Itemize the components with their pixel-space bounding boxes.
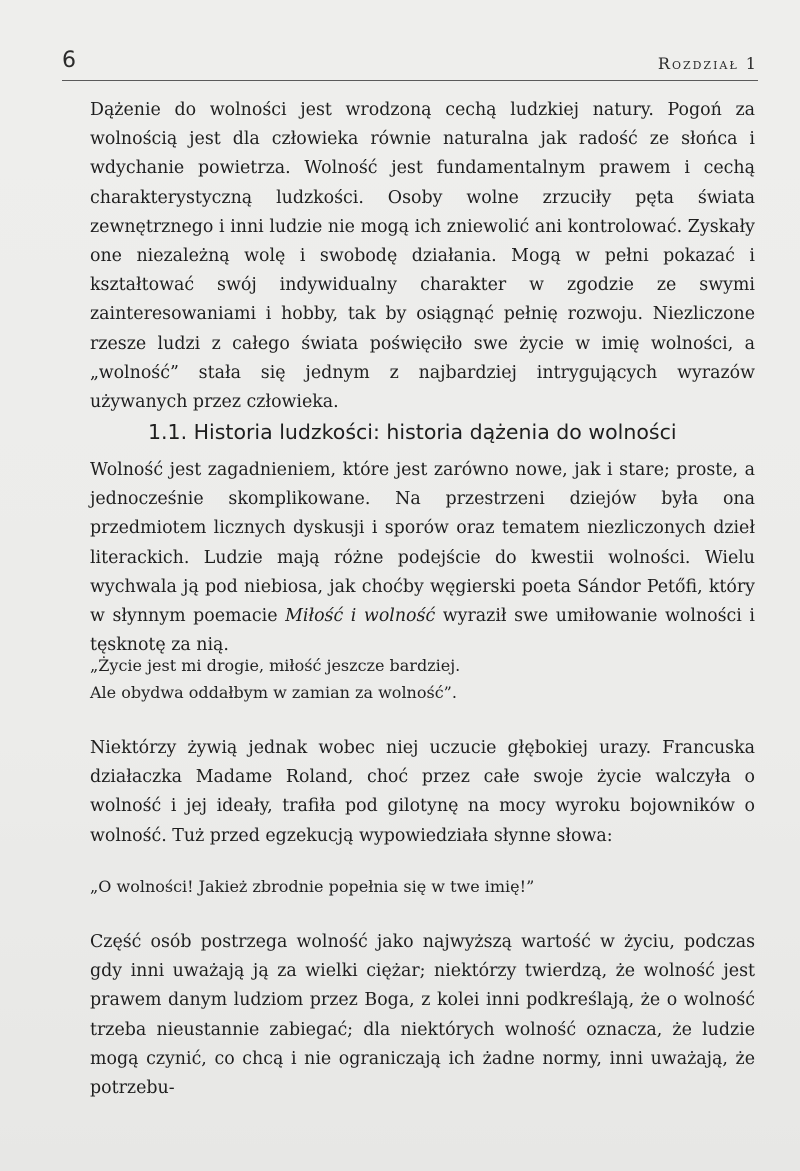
- page-number: 6: [62, 48, 76, 73]
- roland-paragraph-block: [90, 734, 755, 851]
- poem-title: Miłość i wolność: [285, 606, 436, 627]
- history-paragraph-text-end: wyraził swe umiłowanie wolności i tęsknotę za nią.: [90, 606, 755, 656]
- petofi-quote: [90, 652, 730, 706]
- intro-paragraph: Dążenie do wolności jest wrodzoną cechą ludzkiej natury. Pogoń za wolnością jest dla człowieka równie naturalna jak radość ze słońca i wdychanie powietrza. Wolność jest fundamentalnym prawem i cechą charakterystyczną ludzkości. Osoby wolne zrzuciły pęta świata zewnętrznego i inni ludzie nie mogą ich zniewolić ani kontrolować. Zyskały one niezależną wolę i swobodę działania. Mogą w pełni pokazać i kształtować swój indywidualny charakter w zgodzie ze swymi zainteresowaniami i hobby, tak by osiągnąć pełnię rozwoju. Niezliczone rzesze ludzi z całego świata poświęciło swe życie w imię wolności, a „wolność” stała się jednym z najbardziej intrygujących wyrazów używanych przez człowieka.: [90, 100, 755, 413]
- closing-paragraph-block: [90, 928, 755, 1103]
- quote-line-1: „Życie jest mi drogie, miłość jeszcze bardziej.: [90, 656, 461, 675]
- roland-quote-line: „O wolności! Jakież zbrodnie popełnia się w twe imię!”: [90, 877, 535, 896]
- section-heading: 1.1. Historia ludzkości: historia dążenia do wolności: [148, 420, 677, 444]
- roland-paragraph: Niektórzy żywią jednak wobec niej uczucie głębokiej urazy. Francuska działaczka Madame Roland, choć przez całe swoje życie walczyła o wolność i jej ideały, trafiła pod gilotynę na mocy wyroku bojowników o wolność. Tuż przed egzekucją wypowiedziała słynne słowa:: [90, 738, 755, 846]
- roland-quote: [90, 873, 730, 900]
- history-paragraph-block: [90, 456, 755, 660]
- running-head-chapter: Rozdział 1: [657, 54, 758, 73]
- intro-paragraph-block: [90, 96, 755, 417]
- history-paragraph-text: Wolność jest zagadnieniem, które jest zarówno nowe, jak i stare; proste, a jednocześnie skomplikowane. Na przestrzeni dziejów była ona przedmiotem licznych dyskusji i sporów oraz tematem niezliczonych dzieł literackich. Ludzie mają różne podejście do kwestii wolności. Wielu wychwala ją pod niebiosa, jak choćby węgierski poeta Sándor Petőfi, który w słynnym poemacie: [90, 460, 755, 627]
- history-paragraph: [90, 456, 755, 660]
- quote-line-2: Ale obydwa oddałbym w zamian za wolność”.: [90, 683, 457, 702]
- page-header: [62, 46, 758, 81]
- closing-paragraph: Część osób postrzega wolność jako najwyższą wartość w życiu, podczas gdy inni uważają ją za wielki ciężar; niektórzy twierdzą, że wolność jest prawem danym ludziom przez Boga, z kolei inni podkreślają, że o wolność trzeba nieustannie zabiegać; dla niektórych wolność oznacza, że ludzie mogą czynić, co chcą i nie ograniczają ich żadne normy, inni uważają, że potrzebu-: [90, 932, 755, 1099]
